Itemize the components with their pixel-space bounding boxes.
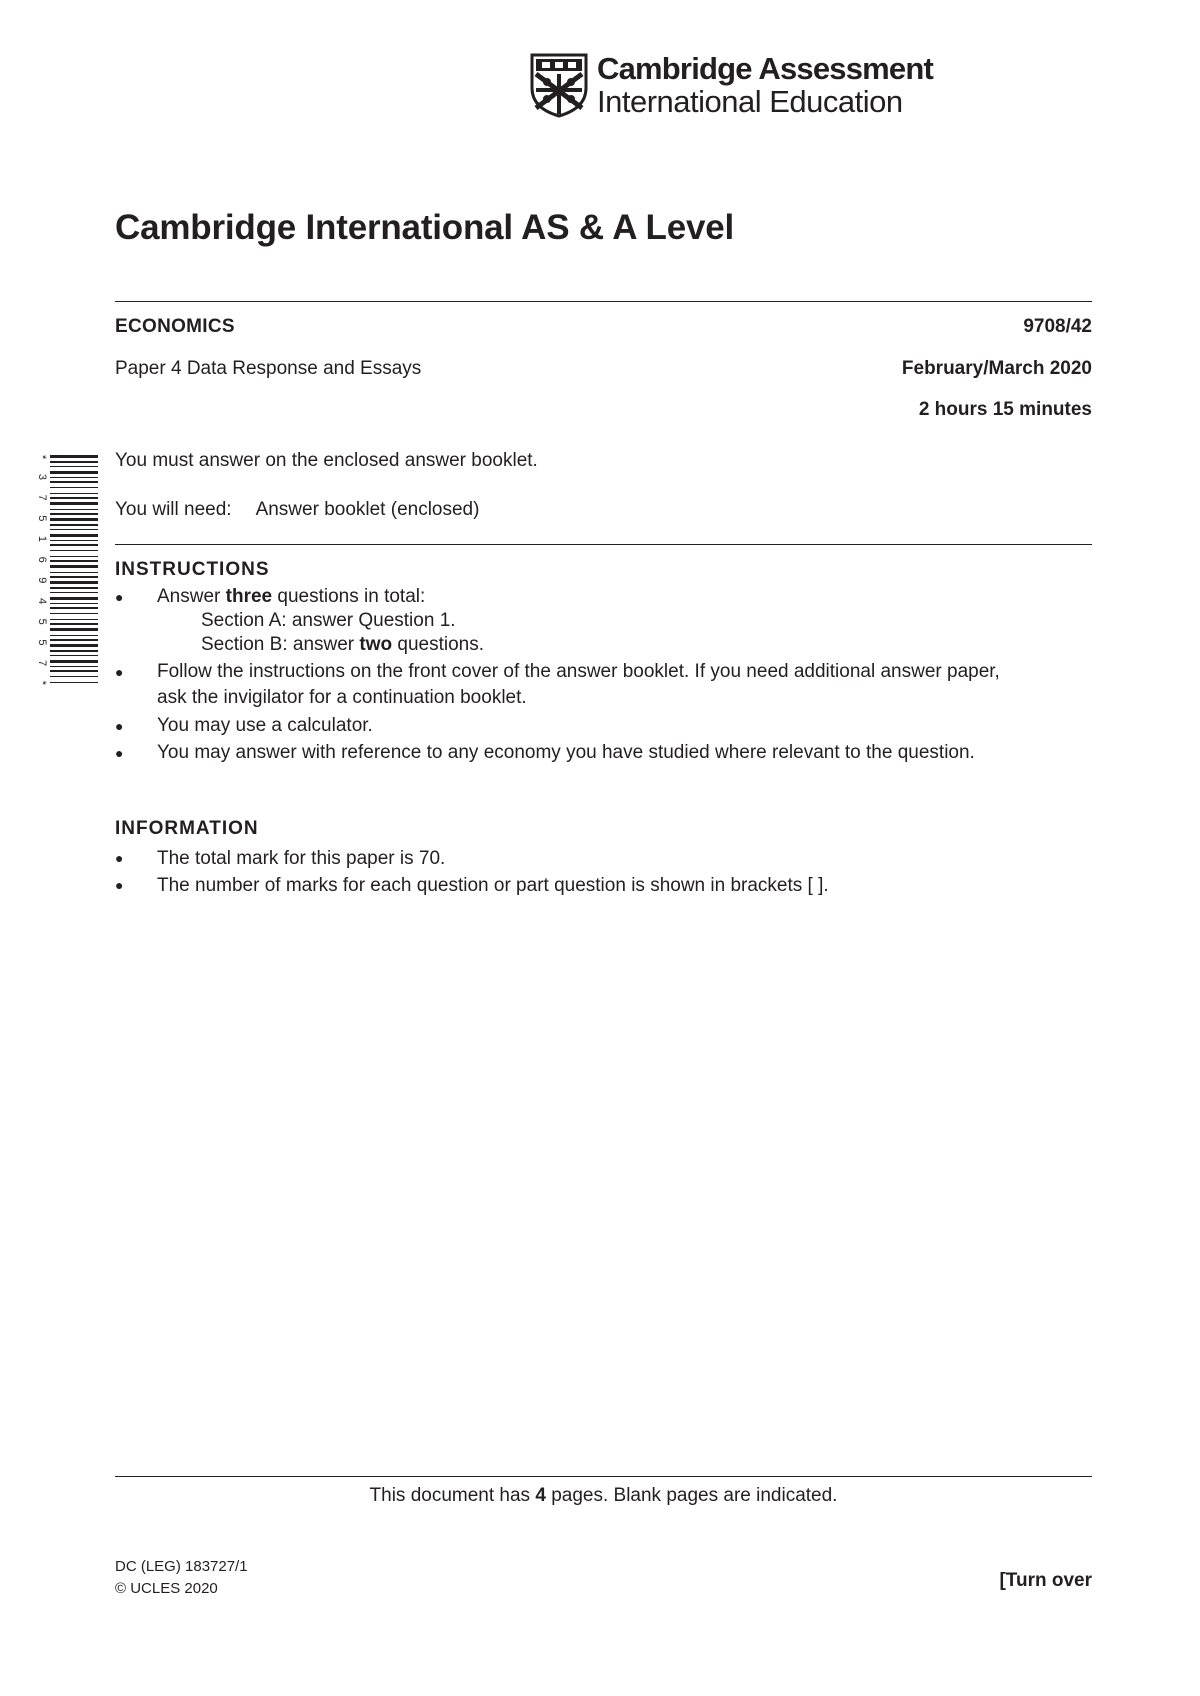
need-label: You will need: [115,499,232,520]
paper-code: 9708/42 [1023,316,1092,337]
cambridge-logo [529,52,933,118]
list-item: ● You may use a calculator. [115,713,1095,739]
footer-rule [115,1476,1092,1477]
exam-session: February/March 2020 [901,358,1092,379]
list-item: ● Follow the instructions on the front cover of the answer booklet. If you need additional answer paper, ask the invigilator for a continuation booklet. [115,661,1000,708]
page-count-note: This document has 4 pages. Blank pages are indicated. [369,1485,838,1506]
list-item: ● The number of marks for each question or part question is shown in brackets [ ]. [115,872,1095,899]
paper-title: Paper 4 Data Response and Essays [115,358,422,379]
sub-item: Section B: answer two questions. [201,634,485,655]
information-heading: INFORMATION [115,818,259,839]
logo-line-2: International Education [597,84,903,119]
list-item: ● You may answer with reference to any economy you have studied where relevant to the question. [115,740,1095,766]
bullet-icon: ● [115,664,124,680]
instructions-heading: INSTRUCTIONS [115,559,270,580]
bullet-icon: ● [115,718,124,734]
copyright: © UCLES 2020 [115,1580,218,1597]
barcode [30,455,100,685]
requirements-line [115,499,479,521]
list-item: ● Answer three questions in total: Section A: answer Question 1. Section B: answer two questions. [115,585,1095,657]
logo-line-1: Cambridge Assessment [597,51,934,86]
answer-booklet-note: You must answer on the enclosed answer booklet. [115,450,538,471]
need-value: Answer booklet (enclosed) [255,499,480,520]
bullet-icon: ● [115,850,124,866]
information-list [115,845,1095,899]
bullet-icon: ● [115,877,124,893]
document-reference [115,1556,248,1600]
subject: ECONOMICS [115,316,235,337]
header-rule [115,301,1092,302]
instructions-rule [115,544,1092,545]
page-title: Cambridge International AS & A Level [115,208,735,247]
sub-item: Section A: answer Question 1. [201,610,456,631]
turn-over: [Turn over [999,1570,1092,1591]
list-item: ● The total mark for this paper is 70. [115,845,1095,872]
exam-duration: 2 hours 15 minutes [918,399,1092,420]
barcode-digits: * 3 7 5 1 6 9 4 5 5 7 * [36,455,48,685]
university-shield-icon [529,52,589,118]
reference-code: DC (LEG) 183727/1 [115,1558,248,1575]
bullet-icon: ● [115,745,124,761]
bullet-icon: ● [115,589,124,605]
instructions-list [115,585,1095,766]
